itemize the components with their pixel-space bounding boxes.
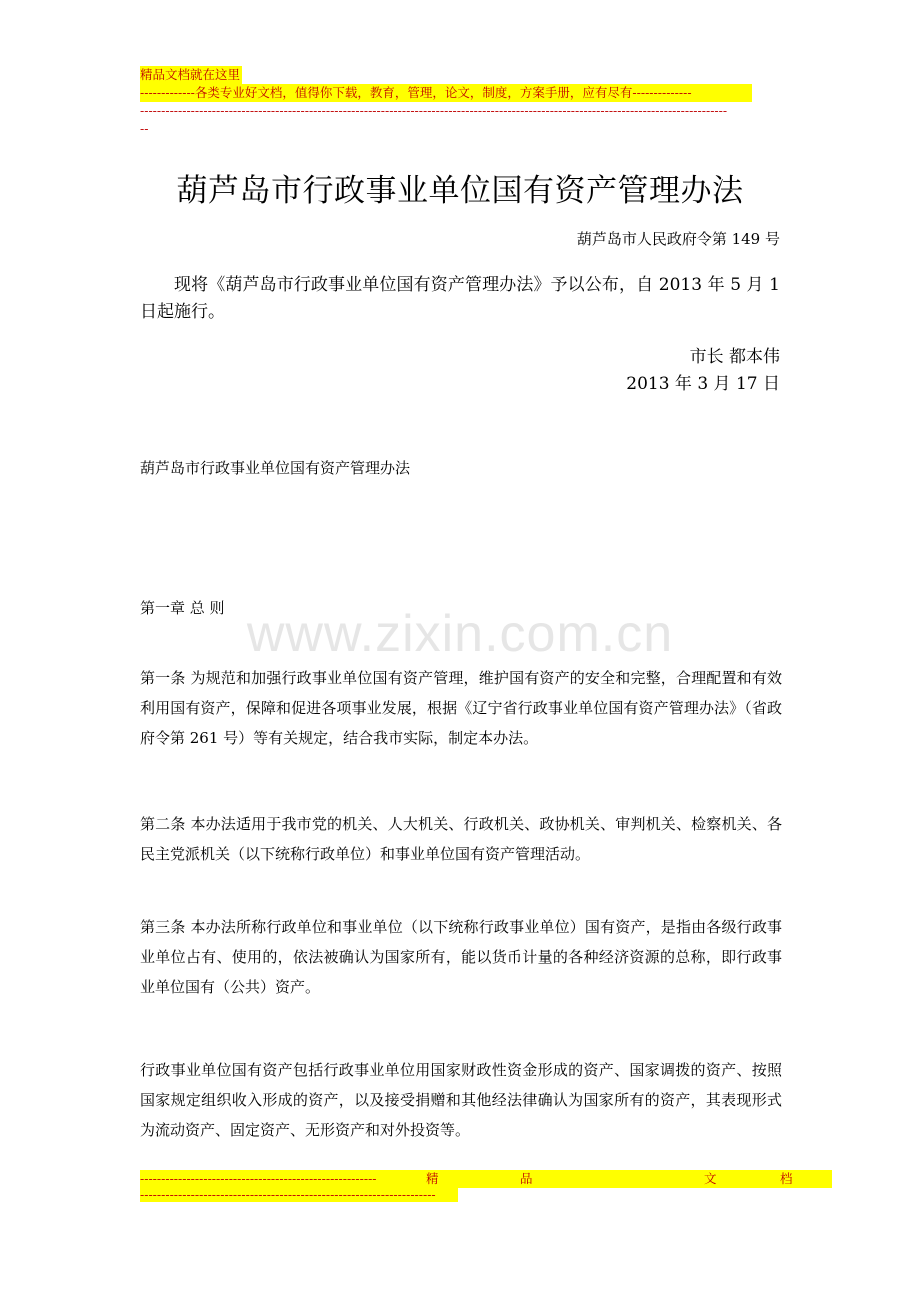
footer-word-4: 档 [780,1171,793,1186]
footer-dashes-left: -------------------------------------------------------- [140,1171,377,1186]
banner-line-3-wrap: -- [140,121,149,136]
document-subtitle: 葫芦岛市行政事业单位国有资产管理办法 [140,459,411,477]
decree-number: 葫芦岛市人民政府令第 149 号 [576,230,780,248]
footer-word-1: 精 [426,1171,439,1186]
banner-line-2: -------------各类专业好文档，值得你下载，教育，管理，论文，制度，方案手册，应有尽有-------------- [140,84,752,102]
article-1: 第一条 为规范和加强行政事业单位国有资产管理，维护国有资产的安全和完整，合理配置和有效利用国有资产，保障和促进各项事业发展，根据《辽宁省行政事业单位国有资产管理办法》（省政府令第 261 号）等有关规定，结合我市实际，制定本办法。 [140,669,782,747]
footer-word-3: 文 [704,1171,717,1186]
signature-block [626,344,780,398]
article-3: 第三条 本办法所称行政单位和事业单位（以下统称行政事业单位）国有资产，是指由各级行政事业单位占有、使用的，依法被确认为国家所有，能以货币计量的各种经济资源的总称，即行政事业单位国有（公共）资产。 [140,918,782,996]
banner-line-1: 精品文档就在这里 [140,67,241,82]
footer-banner [140,1170,832,1188]
signing-date: 2013 年 3 月 17 日 [626,374,780,394]
document-title: 葫芦岛市行政事业单位国有资产管理办法 [176,173,744,209]
watermark: www.zixin.com.cn [246,605,674,663]
signatory: 市长 都本伟 [689,347,780,367]
chapter-heading: 第一章 总 则 [140,599,225,617]
intro-paragraph: 现将《葫芦岛市行政事业单位国有资产管理办法》予以公布，自 2013 年 5 月 1 日起施行。 [140,275,780,322]
footer-banner-line-2: ---------------------------------------------------------------------- [140,1188,458,1202]
article-2: 第二条 本办法适用于我市党的机关、人大机关、行政机关、政协机关、审判机关、检察机关、各民主党派机关（以下统称行政单位）和事业单位国有资产管理活动。 [140,815,782,863]
footer-word-2: 品 [520,1171,533,1186]
article-3-paragraph-2: 行政事业单位国有资产包括行政事业单位用国家财政性资金形成的资产、国家调拨的资产、按照国家规定组织收入形成的资产，以及接受捐赠和其他经法律确认为国家所有的资产，其表现形式为流动资产、固定资产、无形资产和对外投资等。 [140,1061,782,1139]
top-banner [140,66,780,138]
banner-line-3: ------------------------------------------------------------------------------------------------------------------------------------------- [140,103,728,118]
